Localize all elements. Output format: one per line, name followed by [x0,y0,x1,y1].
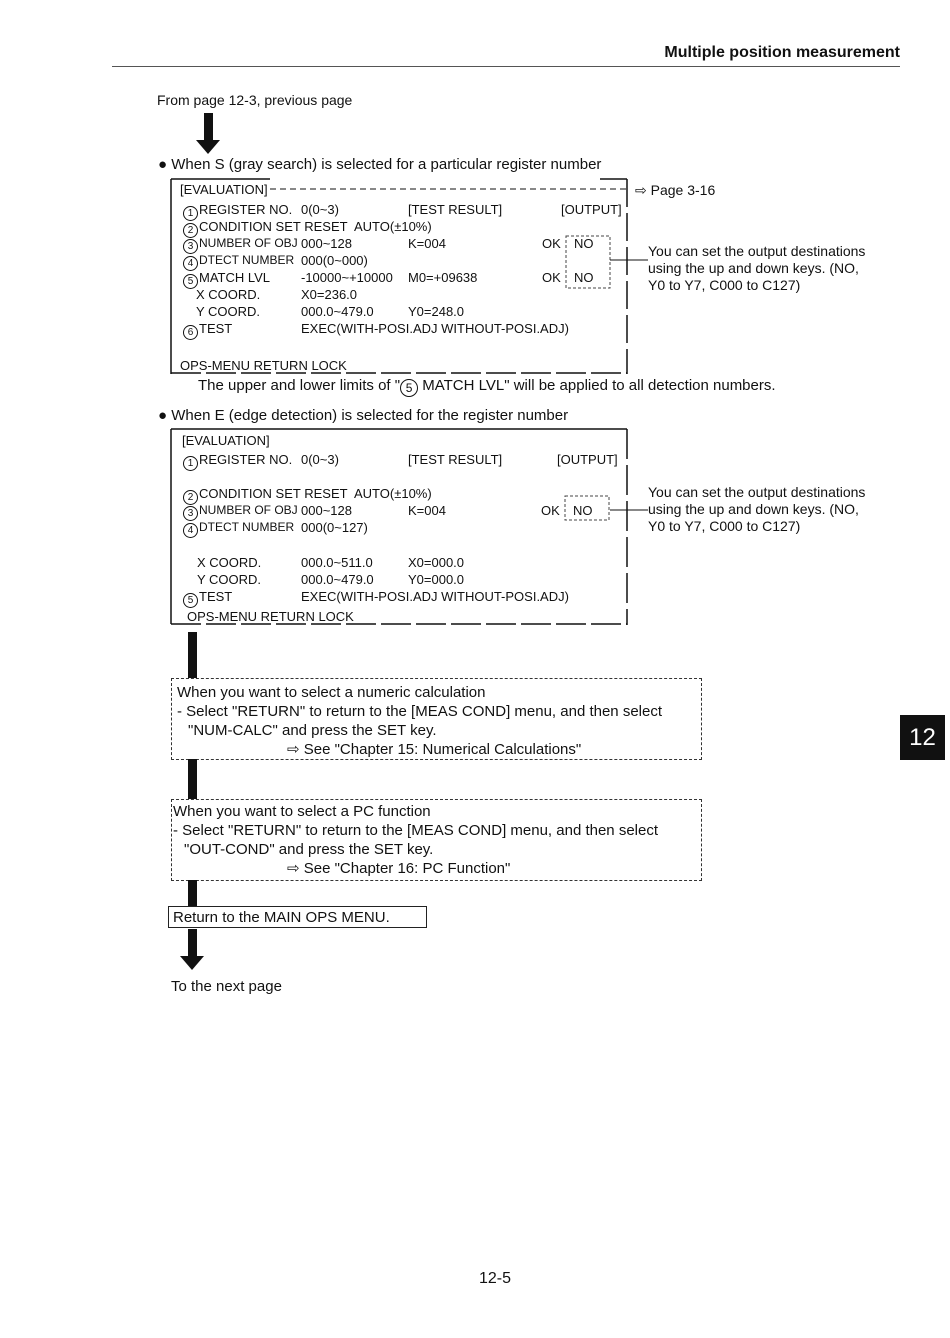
screen-row-register [183,452,292,471]
row-output: NO [573,503,593,518]
item-number: 3 [183,506,198,521]
row-value: 000.0~479.0 [301,304,374,319]
row-value: 000~128 [301,236,352,251]
row-value: AUTO(±10%) [354,486,432,501]
row-status: OK [542,270,561,285]
row-label: REGISTER NO. [199,202,293,217]
header-rule [112,66,900,67]
section-s-bullet [158,156,601,173]
row-label: DTECT NUMBER [199,520,295,534]
row-label: X COORD. [197,555,262,570]
row-result: Y0=248.0 [408,304,465,319]
section-e-bullet [158,407,568,424]
numcalc-line: - Select "RETURN" to return to the [MEAS COND] menu, and then select [177,703,663,720]
row-value: 000~128 [301,503,352,518]
match-lvl-note: The upper and lower limits of " 5 MATCH LVL" will be applied to all detection numbers. [198,377,776,395]
row-label: CONDITION SET RESET [199,219,348,234]
screen-row-dtect [183,253,294,271]
screen-footer-menu: OPS-MENU RETURN LOCK [187,609,354,624]
flow-arrow-shaft [188,632,197,678]
item-number: 5 [183,274,198,289]
bullet-icon: ● [158,407,168,424]
row-label: MATCH LVL [199,270,271,285]
pc-line: - Select "RETURN" to return to the [MEAS COND] menu, and then select [173,822,659,839]
item-number: 1 [183,456,198,471]
row-result: Y0=000.0 [408,572,465,587]
row-label: TEST [199,589,233,604]
row-value: X0=236.0 [301,287,358,302]
output-header: [OUTPUT] [557,452,618,467]
row-value: -10000~+10000 [301,270,393,285]
page-number: 12-5 [478,1270,512,1287]
flow-arrow-shaft [188,880,197,906]
row-value: 0(0~3) [301,202,339,217]
row-output: NO [574,236,594,251]
row-value: 000.0~479.0 [301,572,374,587]
row-label: NUMBER OF OBJ [199,236,298,250]
evaluation-screen-e [170,428,628,625]
row-label: NUMBER OF OBJ [199,503,298,517]
row-value: 000(0~000) [301,253,368,268]
item-number: 2 [183,490,198,505]
hollow-right-arrow-icon: ⇨ [287,741,300,758]
row-value: AUTO(±10%) [354,219,432,234]
pc-ref: See "Chapter 16: PC Function" [303,860,511,877]
row-result: X0=000.0 [408,555,465,570]
screen-title: [EVALUATION] [180,182,268,197]
evaluation-screen-s [170,178,628,374]
flow-arrow-shaft [204,113,213,141]
row-result: M0=+09638 [408,270,478,285]
row-label: X COORD. [196,287,261,302]
down-arrow-icon [196,140,220,154]
item-number: 1 [183,206,198,221]
flow-arrow-shaft [188,929,197,957]
row-output: NO [574,270,594,285]
down-arrow-icon [180,956,204,970]
hollow-right-arrow-icon: ⇨ [635,182,647,198]
callout-line [610,248,650,268]
row-result: K=004 [408,503,446,518]
page-ref [635,182,715,199]
section-s-heading: When S (gray search) is selected for a particular register number [171,156,602,173]
row-result: K=004 [408,236,446,251]
row-label: Y COORD. [197,572,262,587]
section-e-heading: When E (edge detection) is selected for the register number [171,407,569,424]
screen-title: [EVALUATION] [182,433,270,448]
row-value: 000(0~127) [301,520,368,535]
numcalc-heading: When you want to select a numeric calculation [177,684,486,701]
test-result-header: [TEST RESULT] [408,202,503,217]
row-status: OK [542,236,561,251]
item-number: 4 [183,256,198,271]
row-value: 0(0~3) [301,452,339,467]
callout-line [610,500,650,520]
item-number: 5 [183,593,198,608]
row-value: EXEC(WITH-POSI.ADJ WITHOUT-POSI.ADJ) [301,321,569,336]
test-result-header: [TEST RESULT] [408,452,503,467]
bullet-icon: ● [158,156,168,173]
row-label: CONDITION SET RESET [199,486,348,501]
page-header-title: Multiple position measurement [664,44,900,61]
screen-row-test [183,321,232,340]
row-value: EXEC(WITH-POSI.ADJ WITHOUT-POSI.ADJ) [301,589,569,604]
item-number: 3 [183,239,198,254]
hollow-right-arrow-icon: ⇨ [287,860,300,877]
screen-row-number-obj [183,503,298,521]
row-label: Y COORD. [196,304,261,319]
item-number: 6 [183,325,198,340]
row-status: OK [541,503,560,518]
screen-row-test [183,589,232,608]
flow-arrow-shaft [188,759,197,799]
pc-line: "OUT-COND" and press the SET key. [184,841,434,858]
screen-footer-menu: OPS-MENU RETURN LOCK [180,358,347,373]
side-note-e: You can set the output destinations using the up and down keys. (NO, Y0 to Y7, C000 to C127) [648,484,866,534]
side-note-s: You can set the output destinations using the up and down keys. (NO, Y0 to Y7, C000 to C127) [648,243,866,293]
item-number: 4 [183,523,198,538]
pc-heading: When you want to select a PC function [173,803,431,820]
chapter-tab: 12 [900,715,945,760]
row-label: REGISTER NO. [199,452,293,467]
numcalc-text [177,683,662,759]
item-number: 2 [183,223,198,238]
next-page-text: To the next page [171,978,282,995]
return-main-ops-box: Return to the MAIN OPS MENU. [168,906,427,928]
screen-row-number-obj [183,236,298,254]
row-value: 000.0~511.0 [301,555,373,570]
output-header: [OUTPUT] [561,202,622,217]
screen-row-dtect [183,520,294,538]
numcalc-line: "NUM-CALC" and press the SET key. [188,722,437,739]
pc-text [173,802,658,878]
row-label: TEST [199,321,233,336]
row-label: DTECT NUMBER [199,253,295,267]
from-text: From page 12-3, previous page [157,92,353,108]
page-ref-text: Page 3-16 [650,182,716,198]
numcalc-ref: See "Chapter 15: Numerical Calculations" [303,741,582,758]
